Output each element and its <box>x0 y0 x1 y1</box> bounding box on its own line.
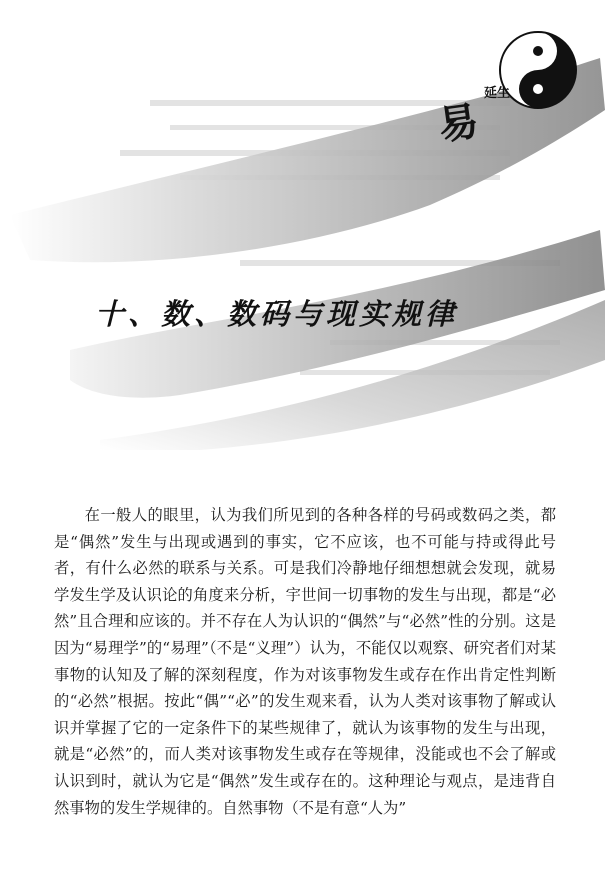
body-text <box>54 502 556 821</box>
logo-main-char: 易 <box>435 97 482 150</box>
logo-sub-chars: 延生 <box>484 86 511 101</box>
body-paragraph: 在一般人的眼里，认为我们所见到的各种各样的号码或数码之类，都是“偶然”发生与出现或遇到的事实，它不应该，也不可能与持或得此号者，有什么必然的联系与关系。可是我们冷静地仔细想想就会发现，就易学发生学及认识论的角度来分析，宇世间一切事物的发生与出现，都是“必然”且合理和应该的。并不存在人为认识的“偶然”与“必然”性的分别。这是因为“易理学”的“易理”（不是“义理”）认为，不能仅以观察、研究者们对某事物的认知及了解的深刻程度，作为对该事物发生或存在作出肯定性判断的“必然”根据。按此“偶”“必”的发生观来看，认为人类对该事物了解或认识并掌握了它的一定条件下的某些规律了，就认为该事物的发生与出现，就是“必然”的，而人类对该事物发生或存在等规律，没能或也不会了解或认识到时，就认为它是“偶然”发生或存在的。这种理论与观点，是违背自然事物的发生学规律的。自然事物（不是有意“人为” <box>54 506 556 817</box>
chapter-title: 十、数、数码与现实规律 <box>95 297 459 331</box>
